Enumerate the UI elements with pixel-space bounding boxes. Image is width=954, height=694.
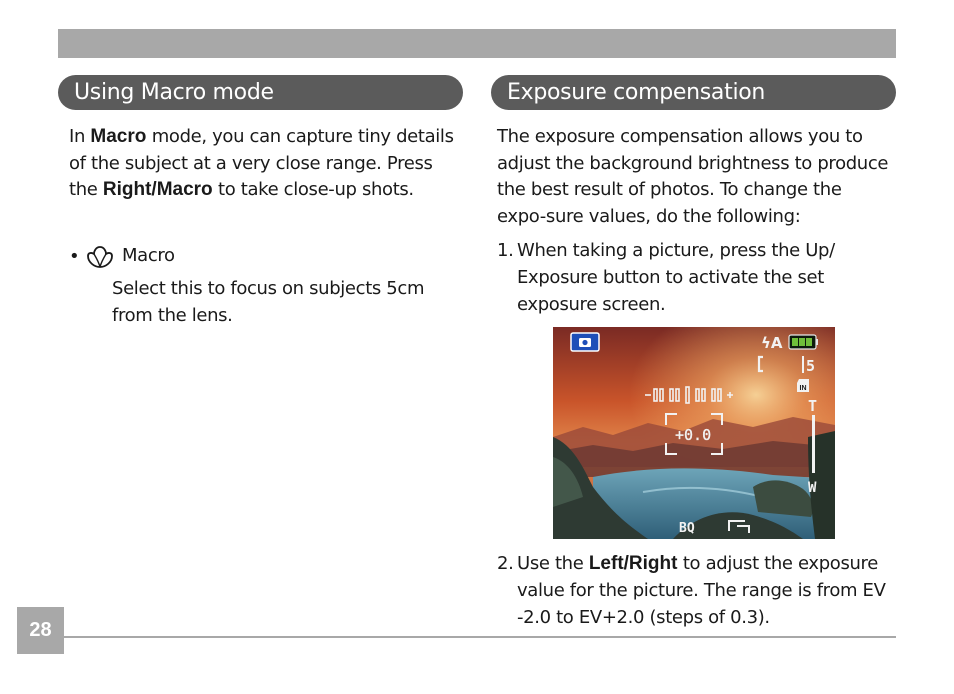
macro-bullet-description: Select this to focus on subjects 5cm from the lens.	[112, 278, 425, 326]
section-heading-macro	[58, 75, 463, 110]
zoom-wide-label: W	[808, 480, 817, 496]
macro-intro-text-2: mode, you can capture tiny details of the subject at a very close range. Press the	[69, 126, 454, 200]
exposure-step-2	[497, 550, 895, 632]
macro-intro-paragraph	[69, 124, 464, 204]
section-heading-exposure	[491, 75, 896, 110]
flash-auto-icon: ϟA	[761, 334, 783, 352]
page-number: 28	[17, 607, 64, 654]
frames-remaining: 5	[806, 357, 816, 375]
macro-intro-text-1: In	[69, 126, 91, 147]
macro-intro-text-3: to take close-up shots.	[212, 179, 414, 200]
zoom-tele-label: T	[808, 397, 818, 415]
exposure-step-2-text-1: Use the	[517, 553, 589, 574]
macro-intro-bold-right-macro: Right/Macro	[102, 179, 213, 200]
exposure-step-1-text: When taking a picture, press the Up/ Exposure button to activate the set exposure screen.	[517, 240, 835, 315]
section-heading-macro-text: Using Macro mode	[74, 80, 274, 105]
image-quality-icon: BQ	[679, 521, 695, 536]
exposure-step-2-text-2: to adjust the exposure value for the picture. The range is from EV -2.0 to EV+2.0 (steps of 0.3).	[517, 553, 886, 628]
exposure-step-2-bold: Left/Right	[588, 553, 678, 574]
top-header-bar	[58, 29, 896, 58]
exposure-step-1-number: 1.	[497, 240, 514, 261]
exposure-step-2-number: 2.	[497, 553, 514, 574]
exposure-intro-paragraph: The exposure compensation allows you to adjust the background brightness to produce the best result of photos. To change the expo-sure values, do the following:	[497, 126, 889, 227]
macro-bullet-label: Macro	[122, 245, 175, 266]
macro-bullet	[69, 241, 464, 331]
ev-value-readout: +0.0	[675, 426, 712, 444]
exposure-step-1	[497, 237, 895, 319]
exposure-screen-photo	[553, 327, 835, 539]
section-heading-exposure-text: Exposure compensation	[507, 80, 766, 105]
bullet-dot: •	[69, 246, 80, 267]
macro-intro-bold-macro: Macro	[90, 126, 147, 147]
memory-badge-text: IN	[799, 385, 807, 392]
footer-rule	[64, 636, 896, 638]
macro-flower-icon	[85, 243, 115, 271]
